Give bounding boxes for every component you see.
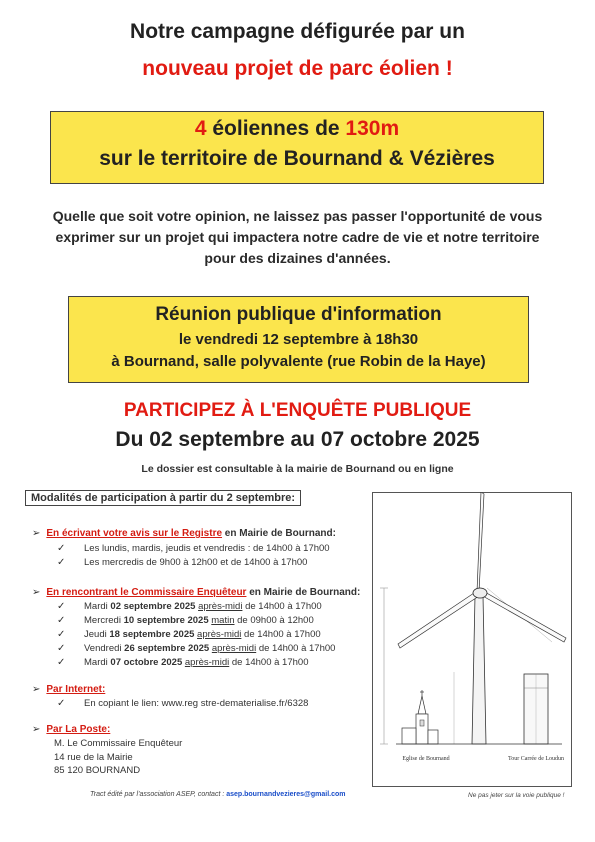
part-of-day: matin <box>211 615 235 626</box>
project-line2: sur le territoire de Bournand & Vézières <box>99 147 495 170</box>
enquete-note: Le dossier est consultable à la mairie de Bournand ou en ligne <box>141 463 454 475</box>
project-text-a: éoliennes de <box>206 117 346 140</box>
day: Vendredi <box>84 643 125 654</box>
date: 18 septembre 2025 <box>109 629 195 640</box>
commissaire-link: En rencontrant le Commissaire Enquêteur <box>46 587 247 598</box>
registre-rest: en Mairie de Bournand: <box>222 528 336 539</box>
intro-line2: exprimer sur un projet qui impactera notre cadre de vie et notre territoire <box>55 229 540 245</box>
arrow-icon: ➢ <box>32 587 41 598</box>
arrow-icon: ➢ <box>32 528 41 539</box>
date: 02 septembre 2025 <box>110 601 196 612</box>
date: 07 octobre 2025 <box>110 657 183 668</box>
check-icon: ✓ <box>57 601 66 612</box>
list-item <box>32 656 360 670</box>
section-registre <box>32 528 336 570</box>
list-item <box>32 642 360 656</box>
list-item <box>32 628 360 642</box>
arrow-icon: ➢ <box>32 684 41 695</box>
part-of-day: après-midi <box>198 601 243 612</box>
time: de 14h00 à 17h00 <box>229 657 309 668</box>
date: 26 septembre 2025 <box>124 643 210 654</box>
check-icon: ✓ <box>57 557 66 568</box>
headline-line1: Notre campagne défigurée par un <box>130 20 465 43</box>
day: Mardi <box>84 601 111 612</box>
internet-url: En copiant le lien: www.reg stre-dematerialise.fr/6328 <box>84 698 309 709</box>
arrow-icon: ➢ <box>32 724 41 735</box>
day: Mardi <box>84 657 111 668</box>
enquete-headline: PARTICIPEZ À L'ENQUÊTE PUBLIQUE <box>123 400 472 421</box>
part-of-day: après-midi <box>197 629 242 640</box>
footer-contact <box>90 791 346 798</box>
project-line1 <box>51 117 543 141</box>
registre-item: Les lundis, mardis, jeudis et vendredis : de 14h00 à 17h00 <box>84 543 330 554</box>
project-box <box>50 111 544 184</box>
check-icon: ✓ <box>57 543 66 554</box>
section-internet <box>32 684 308 711</box>
turbine-count: 4 <box>194 117 207 140</box>
enquete-dates: Du 02 septembre au 07 octobre 2025 <box>115 428 480 451</box>
intro-line1: Quelle que soit votre opinion, ne laissez pas passer l'opportunité de vous <box>52 208 543 224</box>
check-icon: ✓ <box>57 643 66 654</box>
turbine-nacelle <box>473 588 487 598</box>
turbine-height: 130m <box>345 117 400 140</box>
modalites-title: Modalités de participation à partir du 2 septembre: <box>25 490 301 506</box>
footer-notice: Ne pas jeter sur la voie publique ! <box>468 792 565 799</box>
tower-label: Tour Carrée de Loudun <box>507 756 565 762</box>
day: Jeudi <box>84 629 110 640</box>
address-line: M. Le Commissaire Enquêteur <box>54 738 183 749</box>
list-item <box>32 556 336 570</box>
list-item <box>32 542 336 556</box>
section-poste <box>32 724 182 778</box>
internet-link: Par Internet: <box>46 684 106 695</box>
church-label: Eglise de Bournand <box>402 756 450 762</box>
time: de 14h00 à 17h00 <box>241 629 321 640</box>
footer-text: Tract édité par l'association ASEP, contact : <box>90 791 227 798</box>
check-icon: ✓ <box>57 698 66 709</box>
list-item <box>32 697 308 711</box>
time: de 14h00 à 17h00 <box>256 643 336 654</box>
part-of-day: après-midi <box>211 643 257 654</box>
meeting-title: Réunion publique d'information <box>155 304 442 325</box>
part-of-day: après-midi <box>184 657 230 668</box>
meeting-place: à Bournand, salle polyvalente (rue Robin de la Haye) <box>111 353 486 370</box>
intro-line3: pour des dizaines d'années. <box>204 250 391 266</box>
turbine-comparison-illustration <box>372 492 572 787</box>
list-item <box>32 614 360 628</box>
commissaire-heading <box>32 587 360 598</box>
internet-heading <box>32 684 308 695</box>
square-tower-drawing <box>524 674 548 744</box>
check-icon: ✓ <box>57 615 66 626</box>
time: de 09h00 à 12h00 <box>234 615 314 626</box>
address-line: 14 rue de la Mairie <box>54 751 133 763</box>
registre-heading <box>32 528 336 539</box>
registre-link: En écrivant votre avis sur le Registre <box>46 528 223 539</box>
check-icon: ✓ <box>57 629 66 640</box>
poste-heading <box>32 724 182 735</box>
check-icon: ✓ <box>57 657 66 668</box>
meeting-date: le vendredi 12 septembre à 18h30 <box>178 331 419 348</box>
commissaire-rest: en Mairie de Bournand: <box>246 587 361 598</box>
date: 10 septembre 2025 <box>123 615 209 626</box>
meeting-box <box>68 296 529 383</box>
list-item <box>32 600 360 614</box>
section-commissaire <box>32 587 360 670</box>
poste-link: Par La Poste: <box>46 724 111 735</box>
time: de 14h00 à 17h00 <box>242 601 322 612</box>
contact-email[interactable]: asep.bournandvezieres@gmail.com <box>226 791 346 798</box>
intro-paragraph <box>40 206 555 269</box>
registre-item: Les mercredis de 9h00 à 12h00 et de 14h00 à 17h00 <box>84 557 308 568</box>
day: Mercredi <box>84 615 124 626</box>
headline-line2: nouveau projet de parc éolien ! <box>142 57 453 80</box>
address-line: 85 120 BOURNAND <box>54 765 141 776</box>
